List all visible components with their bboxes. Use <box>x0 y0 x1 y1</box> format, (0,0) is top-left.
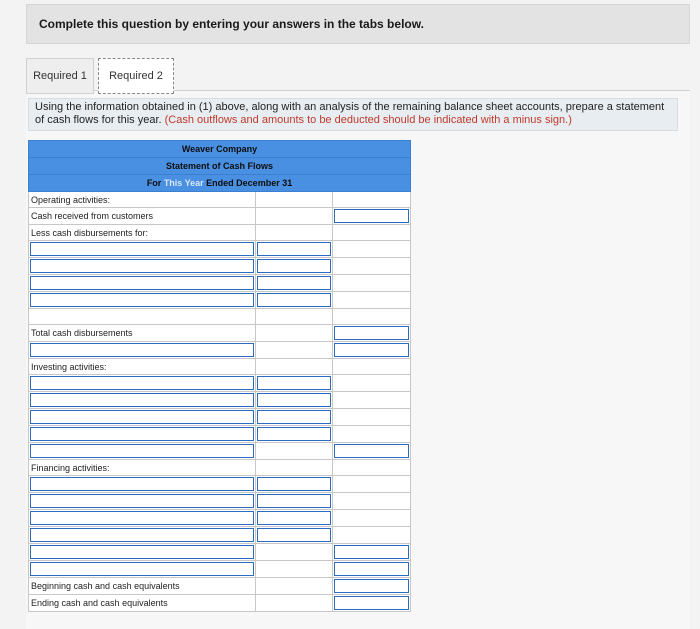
table-row <box>29 258 411 275</box>
statement-period: For This Year Ended December 31 <box>29 175 411 192</box>
disbursement-amount-input[interactable] <box>257 242 331 256</box>
net-change-label-select[interactable] <box>30 562 254 576</box>
net-financing-input[interactable] <box>334 545 409 559</box>
table-row <box>29 476 411 493</box>
table-row <box>29 241 411 258</box>
net-financing-label-select[interactable] <box>30 545 254 559</box>
table-row <box>29 208 411 225</box>
table-row <box>29 192 411 208</box>
net-investing-label-select[interactable] <box>30 444 254 458</box>
tab-required-2[interactable]: Required 2 <box>98 58 174 94</box>
table-row <box>29 561 411 578</box>
net-operating-input[interactable] <box>334 343 409 357</box>
total-disbursements-input[interactable] <box>334 326 409 340</box>
cash-flow-statement <box>28 140 411 612</box>
financing-amount-input[interactable] <box>257 477 331 491</box>
financing-label: Financing activities: <box>29 460 256 476</box>
table-row <box>29 342 411 359</box>
table-row <box>29 325 411 342</box>
disbursement-account-select[interactable] <box>30 242 254 256</box>
financing-amount-input[interactable] <box>257 528 331 542</box>
table-row <box>29 460 411 476</box>
ending-cash-label: Ending cash and cash equivalents <box>29 595 256 612</box>
company-name: Weaver Company <box>29 141 411 158</box>
ending-cash-input[interactable] <box>334 596 409 610</box>
net-operating-label-select[interactable] <box>30 343 254 357</box>
tab-required-1[interactable]: Required 1 <box>26 58 94 94</box>
header-row <box>29 141 411 158</box>
disbursement-amount-input[interactable] <box>257 259 331 273</box>
question-header <box>26 4 690 44</box>
disbursement-account-select[interactable] <box>30 276 254 290</box>
table-row <box>29 544 411 561</box>
header-row <box>29 175 411 192</box>
total-disbursements-label: Total cash disbursements <box>29 325 256 342</box>
table-row <box>29 510 411 527</box>
financing-account-select[interactable] <box>30 494 254 508</box>
table-row <box>29 578 411 595</box>
investing-amount-input[interactable] <box>257 393 331 407</box>
disbursement-account-select[interactable] <box>30 259 254 273</box>
financing-account-select[interactable] <box>30 477 254 491</box>
investing-account-select[interactable] <box>30 427 254 441</box>
table-row <box>29 375 411 392</box>
disbursement-amount-input[interactable] <box>257 293 331 307</box>
instructions-text: Using the information obtained in (1) above, along with an analysis of the remaining balance sheet accounts, prepare a statement of cash flows for this year. <box>35 101 665 126</box>
table-row <box>29 426 411 443</box>
investing-amount-input[interactable] <box>257 427 331 441</box>
cash-received-input[interactable] <box>334 209 409 223</box>
statement-title: Statement of Cash Flows <box>29 158 411 175</box>
question-title: Complete this question by entering your answers in the tabs below. <box>39 17 424 31</box>
net-change-input[interactable] <box>334 562 409 576</box>
table-row <box>29 225 411 241</box>
table-row <box>29 359 411 375</box>
table-row <box>29 292 411 309</box>
table-row <box>29 409 411 426</box>
less-disbursements-label: Less cash disbursements for: <box>29 225 256 241</box>
header-row <box>29 158 411 175</box>
financing-account-select[interactable] <box>30 528 254 542</box>
financing-amount-input[interactable] <box>257 494 331 508</box>
beginning-cash-input[interactable] <box>334 579 409 593</box>
financing-amount-input[interactable] <box>257 511 331 525</box>
table-row <box>29 493 411 510</box>
cash-received-label: Cash received from customers <box>29 208 256 225</box>
investing-account-select[interactable] <box>30 376 254 390</box>
investing-amount-input[interactable] <box>257 410 331 424</box>
table-row <box>29 443 411 460</box>
table-row <box>29 527 411 544</box>
beginning-cash-label: Beginning cash and cash equivalents <box>29 578 256 595</box>
disbursement-account-select[interactable] <box>30 293 254 307</box>
instructions-note: (Cash outflows and amounts to be deducted should be indicated with a minus sign.) <box>164 114 572 126</box>
financing-account-select[interactable] <box>30 511 254 525</box>
table-row <box>29 309 411 325</box>
operating-label: Operating activities: <box>29 192 256 208</box>
investing-amount-input[interactable] <box>257 376 331 390</box>
table-row <box>29 392 411 409</box>
instructions <box>28 98 678 131</box>
investing-account-select[interactable] <box>30 410 254 424</box>
table-row <box>29 595 411 612</box>
table-row <box>29 275 411 292</box>
investing-account-select[interactable] <box>30 393 254 407</box>
net-investing-input[interactable] <box>334 444 409 458</box>
investing-label: Investing activities: <box>29 359 256 375</box>
disbursement-amount-input[interactable] <box>257 276 331 290</box>
